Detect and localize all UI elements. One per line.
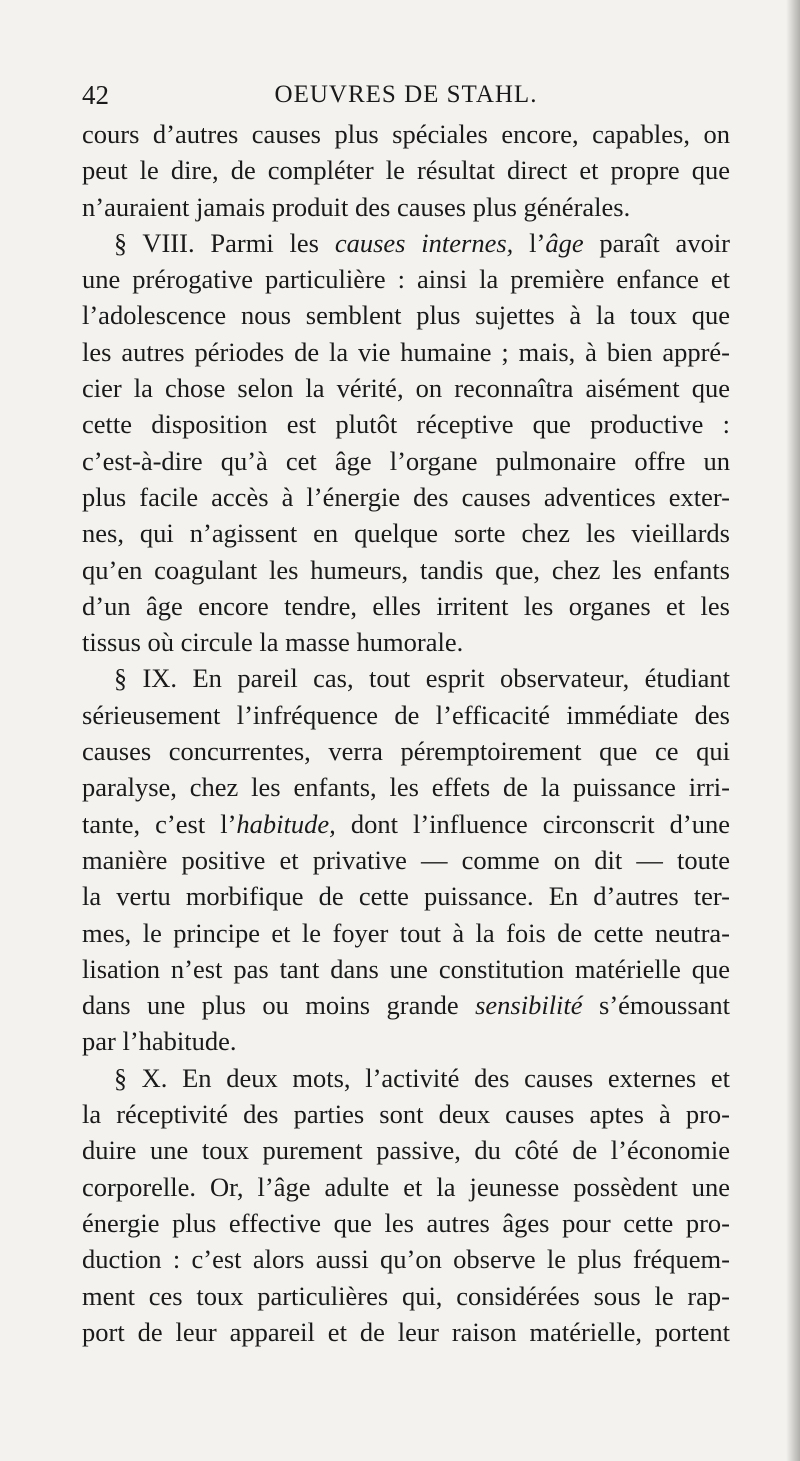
text-run: IX. En pareil cas, tout esprit observateur, étudiant <box>142 663 730 694</box>
text-line: cours d’autres causes plus spéciales encore, capables, on <box>82 119 730 149</box>
text-run: X. En deux mots, l’activité des causes externes et <box>141 1062 730 1093</box>
paragraph-start-viii <box>82 225 730 261</box>
text-line: port de leur appareil et de leur raison matérielle, portent <box>82 1316 730 1347</box>
text-line: les autres périodes de la vie humaine ; mais, à bien appré- <box>82 336 730 367</box>
text-line: duction : c’est alors aussi qu’on observe le plus fréquem- <box>82 1244 730 1275</box>
text-run: s’émoussant <box>599 990 730 1021</box>
text-line: n’auraient jamais produit des causes plus générales. <box>82 191 631 222</box>
section-mark: § <box>114 664 127 694</box>
text-line: lisation n’est pas tant dans une constitution matérielle que <box>82 953 730 984</box>
text-line: tissus où circule la masse humorale. <box>82 627 464 658</box>
italic-text: causes internes, <box>334 227 514 258</box>
text-line: c’est-à-dire qu’à cet âge l’organe pulmonaire offre un <box>82 445 730 476</box>
text-line: paralyse, chez les enfants, les effets de la puissance irri- <box>82 772 730 803</box>
text-line: la vertu morbifique de cette puissance. En d’autres ter- <box>82 881 730 912</box>
text-line: cette disposition est plutôt réceptive que productive : <box>82 409 730 440</box>
text-line: par l’habitude. <box>82 1026 237 1057</box>
text-line: sérieusement l’infréquence de l’efficacité immédiate des <box>82 699 730 730</box>
section-mark: § <box>114 228 127 258</box>
text-run: l’ <box>529 227 546 258</box>
italic-text: sensibilité <box>475 990 583 1021</box>
text-line: peut le dire, de compléter le résultat direct et propre que <box>82 155 730 186</box>
section-number: VIII. <box>142 227 195 258</box>
text-line: une prérogative particulière : ainsi la première enfance et <box>82 264 730 295</box>
text-line: mes, le principe et le foyer tout à la fois de cette neutra- <box>82 917 730 948</box>
paragraph-start-ix <box>82 660 730 696</box>
running-head: OEUVRES DE STAHL. <box>274 81 538 108</box>
text-run: dont l’influence circonscrit d’une <box>350 808 730 839</box>
text-line: la réceptivité des parties sont deux causes aptes à pro- <box>82 1099 730 1130</box>
text-line: nes, qui n’agissent en quelque sorte chez les vieillards <box>82 518 730 549</box>
text-run: Parmi les <box>210 227 319 258</box>
paragraph-start-x <box>82 1060 730 1096</box>
text-line: cier la chose selon la vérité, on reconnaîtra aisément que <box>82 373 730 404</box>
italic-text: âge <box>545 227 584 258</box>
text-line: plus facile accès à l’énergie des causes adventices exter- <box>82 481 730 512</box>
text-line-with-italic <box>82 806 730 842</box>
text-line: l’adolescence nous semblent plus sujettes à la toux que <box>82 300 730 331</box>
page-number: 42 <box>82 80 109 110</box>
italic-text: habitude, <box>236 808 336 839</box>
page-header <box>82 78 730 114</box>
text-line: énergie plus effective que les autres âges pour cette pro- <box>82 1207 730 1238</box>
page-edge-shadow <box>786 0 800 1461</box>
text-line: causes concurrentes, verra péremptoirement que ce qui <box>82 736 730 767</box>
body-text <box>82 116 730 1350</box>
text-line: duire une toux purement passive, du côté de l’économie <box>82 1135 730 1166</box>
text-line: corporelle. Or, l’âge adulte et la jeunesse possèdent une <box>82 1171 730 1202</box>
text-line-with-italic <box>82 987 730 1023</box>
section-mark: § <box>114 1063 127 1093</box>
text-run: tante, c’est l’ <box>82 808 237 839</box>
text-line: qu’en coagulant les humeurs, tandis que, chez les enfants <box>82 554 730 585</box>
text-line: ment ces toux particulières qui, considérées sous le rap- <box>82 1280 730 1311</box>
text-run: paraît avoir <box>599 227 730 258</box>
text-line: d’un âge encore tendre, elles irritent les organes et les <box>82 590 730 621</box>
text-run: dans une plus ou moins grande <box>82 990 459 1021</box>
text-line: manière positive et privative — comme on dit — toute <box>82 844 730 875</box>
